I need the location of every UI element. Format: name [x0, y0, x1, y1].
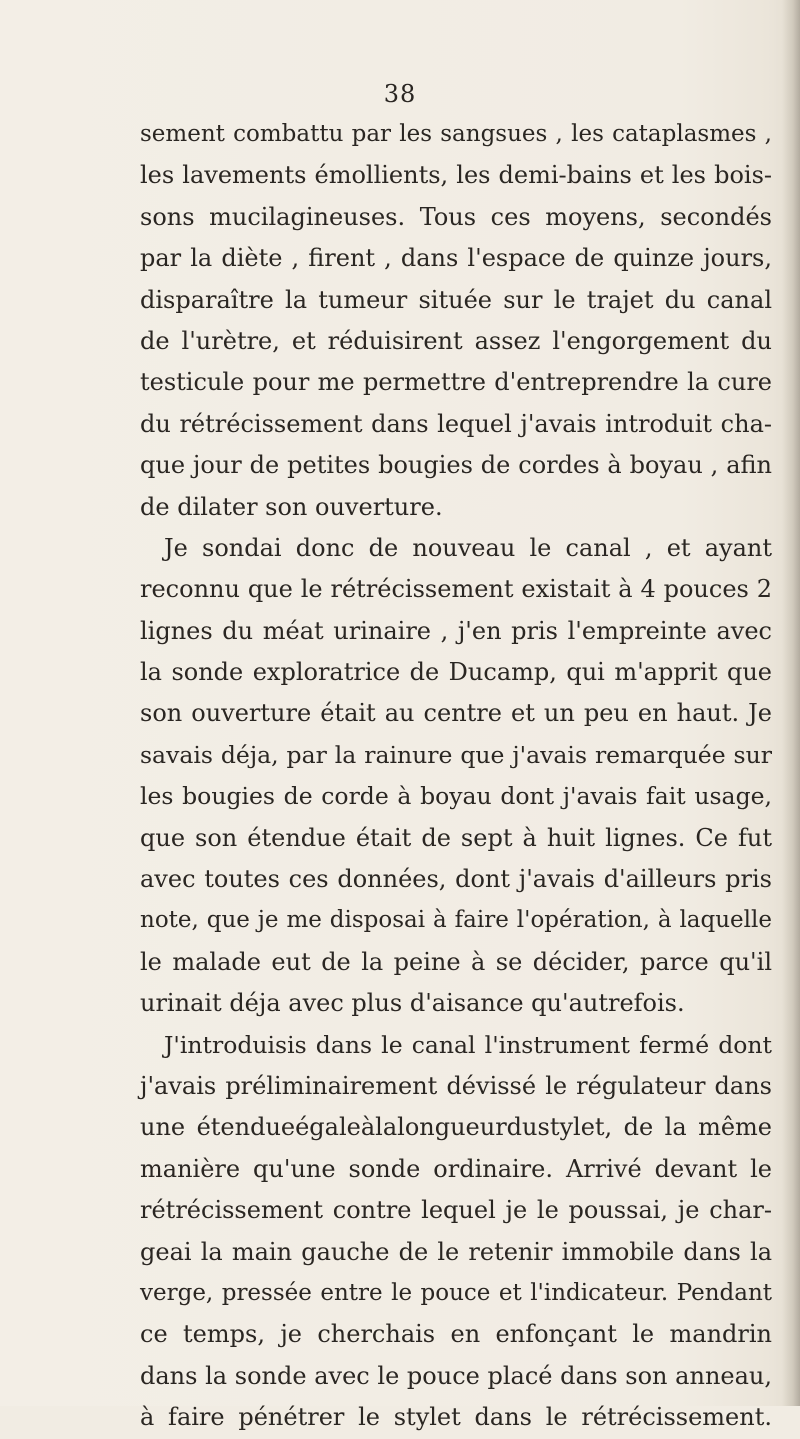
text-line: disparaître la tumeur située sur le trajet du canal — [140, 285, 772, 314]
text-line: j'avais préliminairement dévissé le régulateur dans — [140, 1071, 772, 1100]
text-line: que son étendue était de sept à huit lignes. Ce fut — [140, 823, 772, 852]
text-line: une étendueégaleàlalongueurdustylet, de la même — [140, 1113, 772, 1142]
body-text — [140, 114, 772, 1439]
text-line: note, que je me disposai à faire l'opération, à laquelle — [140, 907, 772, 934]
text-line: la sonde exploratrice de Ducamp, qui m'apprit que — [140, 658, 772, 687]
text-line: que jour de petites bougies de cordes à boyau , afin — [140, 451, 772, 480]
text-line: du rétrécissement dans lequel j'avais introduit cha- — [140, 409, 772, 438]
text-line: son ouverture était au centre et un peu en haut. Je — [140, 699, 772, 728]
text-line: testicule pour me permettre d'entreprendre la cure — [140, 368, 772, 397]
text-line: les bougies de corde à boyau dont j'avais fait usage, — [140, 782, 772, 811]
text-line: sons mucilagineuses. Tous ces moyens, secondés — [140, 202, 772, 231]
page-number: 38 — [383, 80, 417, 108]
text-line: de l'urètre, et réduisirent assez l'engorgement du — [140, 326, 772, 355]
text-line: avec toutes ces données, dont j'avais d'ailleurs pris — [140, 865, 772, 894]
text-line: les lavements émollients, les demi-bains et les bois- — [140, 161, 772, 190]
text-line: de dilater son ouverture. — [140, 492, 443, 521]
text-line: le malade eut de la peine à se décider, parce qu'il — [140, 947, 772, 976]
paragraph-start-line: J'introduisis dans le canal l'instrument fermé dont — [164, 1030, 772, 1059]
page-edge-shadow — [782, 0, 800, 1406]
text-line: urinait déja avec plus d'aisance qu'autrefois. — [140, 989, 685, 1018]
text-line: savais déja, par la rainure que j'avais remarquée sur — [140, 740, 772, 769]
paragraph-start-line: Je sondai donc de nouveau le canal , et ayant — [164, 533, 772, 562]
text-line: dans la sonde avec le pouce placé dans son anneau, — [140, 1361, 772, 1390]
text-line: par la diète , firent , dans l'espace de quinze jours, — [140, 244, 772, 273]
text-line: lignes du méat urinaire , j'en pris l'empreinte avec — [140, 616, 772, 645]
text-line: manière qu'une sonde ordinaire. Arrivé devant le — [140, 1154, 772, 1183]
text-line: verge, pressée entre le pouce et l'indicateur. Pendant — [140, 1279, 772, 1306]
text-line: sement combattu par les sangsues , les cataplasmes , — [140, 121, 772, 147]
text-line: geai la main gauche de le retenir immobile dans la — [140, 1237, 772, 1266]
text-line: rétrécissement contre lequel je le poussai, je char- — [140, 1196, 772, 1225]
text-line: reconnu que le rétrécissement existait à 4 pouces 2 — [140, 575, 772, 604]
text-line: à faire pénétrer le stylet dans le rétrécissement. — [140, 1403, 772, 1432]
text-line: ce temps, je cherchais en enfonçant le mandrin — [140, 1320, 772, 1349]
